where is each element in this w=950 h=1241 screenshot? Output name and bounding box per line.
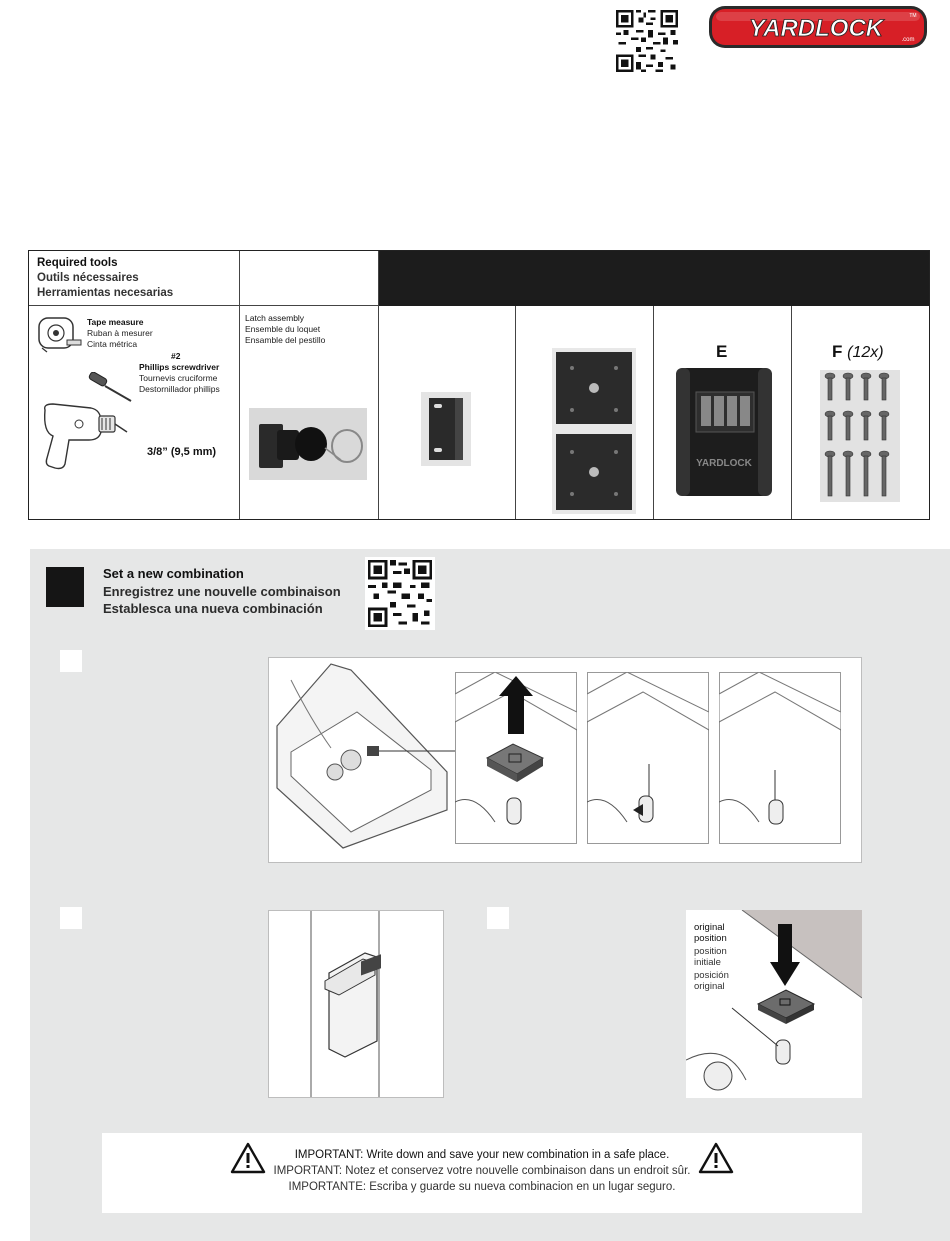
latch-result-diagram [719,672,841,844]
latch-assembly-image [249,408,367,480]
step-title-fr: Enregistrez une nouvelle combinaison [103,583,341,599]
tape-label-es: Cinta métrica [87,339,138,349]
tools-heading-en: Required tools [37,257,118,269]
svg-text:YARDLOCK: YARDLOCK [748,15,884,42]
position-label-fr: position initiale [694,946,727,968]
diagram-panel-2 [268,910,444,1098]
bracket-image [421,392,471,466]
parts-header-bar [379,251,929,306]
screwdriver-label-es: Destornillador phillips [139,384,220,394]
drill-icon [39,402,129,472]
rotate-latch-diagram [587,672,709,844]
mounting-plates-image [552,348,636,514]
position-label-en: original position [694,922,727,944]
position-label-es: posición original [694,970,729,992]
substep-box-1 [60,650,82,672]
parts-table [28,250,930,520]
tools-header-cell [29,251,240,306]
mounted-box-diagram [269,911,443,1097]
lockbox-image [674,366,774,498]
latch-header-cell [240,251,379,306]
screwdriver-number: #2 [171,351,181,361]
step-title [103,565,341,618]
diagram-panel-1 [268,657,862,863]
substep-box-3 [487,907,509,929]
tape-label-en: Tape measure [87,317,144,327]
part-e-label: E [716,342,728,361]
latch-label-es: Ensamble del pestillo [245,335,326,345]
screws-image [820,370,900,502]
step-title-en: Set a new combination [103,566,244,581]
tape-measure-icon [37,314,83,354]
qr-code-top [616,10,678,72]
step-number-box [46,567,84,607]
tools-heading-fr: Outils nécessaires [37,272,139,284]
screwdriver-label-en: Phillips screwdriver [139,362,220,372]
latch-cell [240,306,379,519]
part-e-cell [654,306,792,519]
latch-label-en: Latch assembly [245,313,305,323]
tools-cell [29,306,240,519]
screwdriver-label-fr: Tournevis cruciforme [139,373,218,383]
important-notice [102,1133,862,1213]
diagram-panel-3 [686,910,862,1098]
part-f-label: F [832,342,843,361]
screwdriver-icon [87,372,135,404]
important-text-es: IMPORTANTE: Escriba y guarde su nueva combinacion en un lugar seguro. [288,1181,676,1193]
step-title-es: Establesca una nueva combinación [103,601,323,616]
important-text-en: IMPORTANT: Write down and save your new combination in a safe place. [294,1149,670,1161]
qr-code-step [365,557,435,630]
part-f-quantity: (12x) [847,344,884,361]
pointer-line-1 [379,743,459,763]
tools-heading-es: Herramientas necesarias [37,287,174,299]
substep-box-2 [60,907,82,929]
important-text-fr: IMPORTANT: Notez et conservez votre nouvelle combinaison dans un endroit sûr. [273,1165,691,1177]
tools-heading [37,256,239,301]
position-labels [694,922,754,992]
svg-text:.com: .com [901,37,915,43]
latch-label-fr: Ensemble du loquet [245,324,321,334]
part-plates-cell [516,306,654,519]
tape-label-fr: Ruban à mesurer [87,328,153,338]
part-bracket-cell [379,306,516,519]
yardlock-logo [708,5,928,49]
svg-text:TM: TM [909,13,917,19]
lockbox-brand: YARDLOCK [696,458,752,469]
part-f-cell [792,306,929,519]
drill-bit-size: 3/8” (9,5 mm) [147,446,217,458]
lift-plate-diagram [455,672,577,844]
